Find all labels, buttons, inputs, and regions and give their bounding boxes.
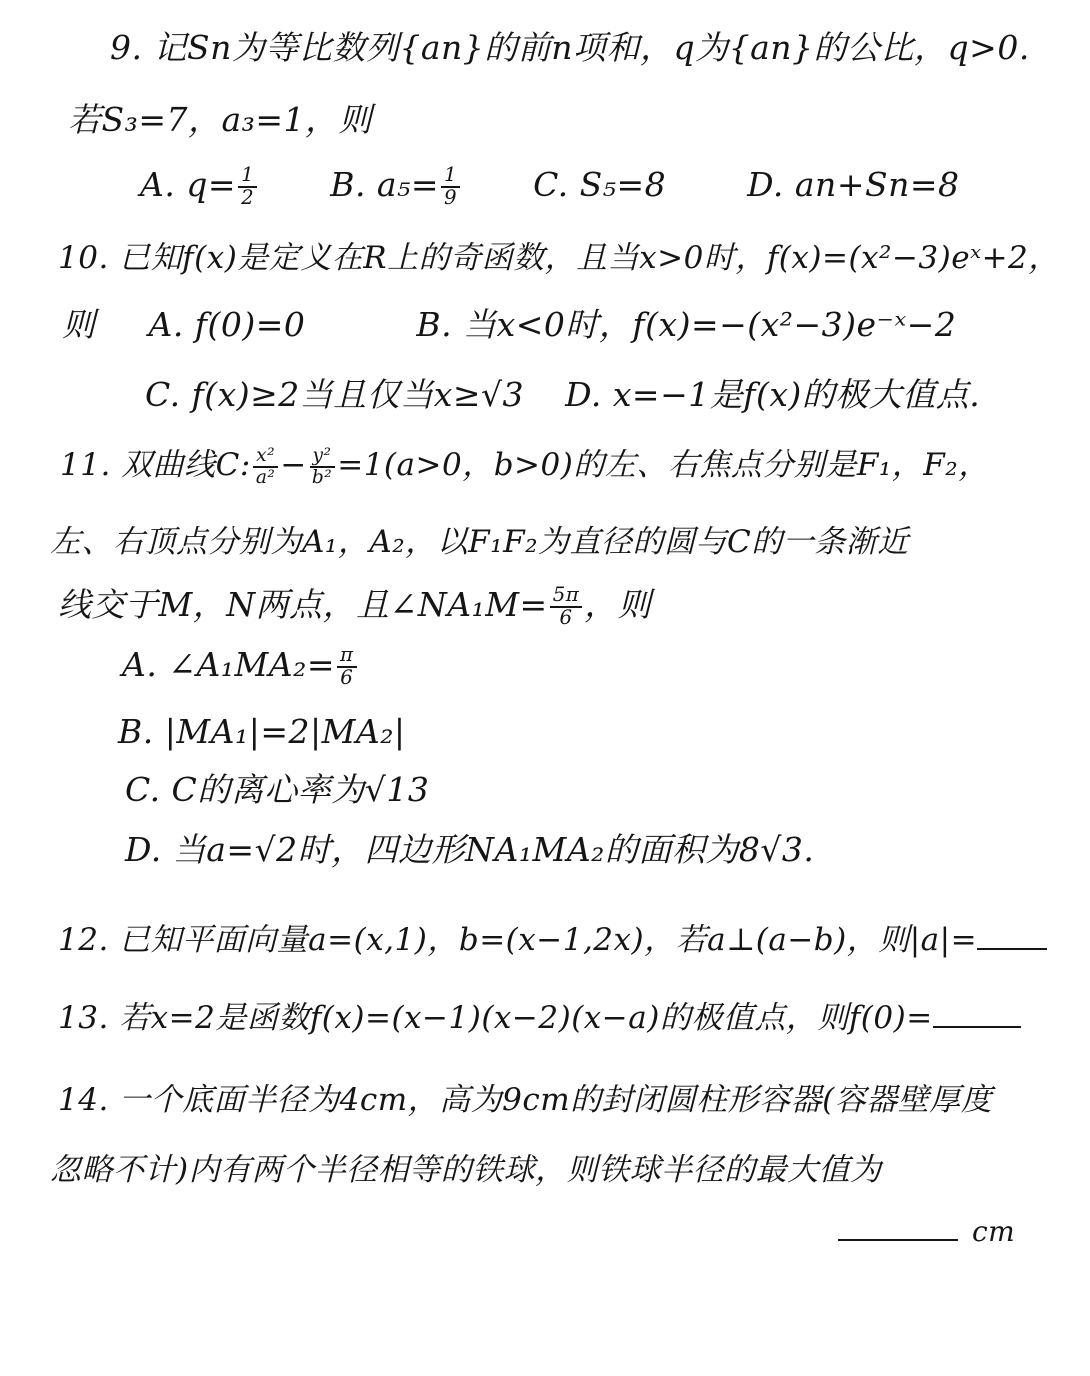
q10-option-a: A. f(0)=0: [148, 305, 306, 344]
q12-answer-blank: [977, 923, 1047, 950]
fraction-numerator: 1: [441, 165, 460, 188]
q11-option-b: B. |MA₁|=2|MA₂|: [118, 712, 406, 751]
q11-option-a: [122, 645, 359, 689]
fraction-numerator: 1: [238, 165, 257, 188]
q14-line1: 14. 一个底面半径为4cm，高为9cm的封闭圆柱形容器(容器壁厚度: [58, 1082, 993, 1118]
q9-option-a-label: A. q=: [140, 165, 237, 204]
q9-options: [140, 165, 959, 209]
q10-options-row2: [145, 375, 980, 415]
q11-angle-fraction: [550, 585, 583, 629]
q11-y-fraction: [309, 446, 335, 487]
q11-option-d: D. 当a=√2时，四边形NA₁MA₂的面积为8√3.: [125, 830, 815, 869]
q11-option-a-fraction: [337, 645, 357, 689]
q11-option-c: C. C的离心率为√13: [125, 770, 430, 809]
q11-line3-prefix: 线交于M，N两点，且∠NA₁M=: [58, 585, 548, 624]
fraction-denominator: 6: [340, 666, 354, 689]
q10-options-row1: [62, 305, 956, 345]
q14-answer: [838, 1212, 1015, 1252]
q13-text: 13. 若x=2是函数f(x)=(x−1)(x−2)(x−a)的极值点，则f(0)=: [58, 1000, 933, 1036]
q11-option-a-label: A. ∠A₁MA₂=: [122, 645, 336, 684]
q11-x-fraction: [253, 446, 279, 487]
q9-option-b-label: B. a₅=: [330, 165, 439, 204]
q12-text: 12. 已知平面向量a=(x,1)，b=(x−1,2x)，若a⊥(a−b)，则|a|=: [58, 922, 978, 958]
q9-option-b-fraction: [441, 165, 460, 209]
q11-line3: [58, 585, 651, 629]
fraction-denominator: b²: [311, 466, 333, 488]
fraction-numerator: 5π: [550, 585, 583, 608]
q11-stem: 11. 双曲线C: $\frac{\text{x²}}{\text{a²}}$ − $\frac{\text{y²}}{\text{b²}}$ =1(a>0，b>0)的左、右焦点分别是F₁，F₂，: [60, 444, 990, 488]
fraction-denominator: 9: [443, 186, 458, 209]
q14-answer-blank: [838, 1217, 958, 1241]
q9-condition: 若S₃=7，a₃=1，则: [68, 100, 373, 139]
q9-option-d: D. an+Sn=8: [747, 165, 960, 204]
fraction-denominator: 6: [559, 606, 573, 629]
q11-line3-suffix: ，则: [584, 585, 652, 624]
fraction-numerator: x²: [253, 446, 278, 468]
q9-option-a: [140, 165, 259, 209]
fraction-denominator: a²: [255, 466, 276, 488]
q11-stem-suffix: =1(a>0，b>0)的左、右焦点分别是F₁，F₂，: [337, 447, 990, 483]
q11-stem-prefix: 11. 双曲线C:: [60, 447, 251, 483]
q14-unit: cm: [972, 1215, 1016, 1248]
q10-option-b: B. 当x<0时，f(x)=−(x²−3)e⁻ˣ−2: [416, 305, 957, 344]
q10-stem: 10. 已知f(x)是定义在R上的奇函数，且当x>0时，f(x)=(x²−3)eˣ+2，: [58, 240, 1060, 276]
q10-then: 则: [62, 305, 96, 344]
q13-stem: [58, 998, 1021, 1038]
q13-answer-blank: [933, 1001, 1021, 1028]
q9-stem: 9. 记Sn为等比数列{an}的前n项和，q为{an}的公比，q>0.: [110, 28, 1030, 67]
q10-option-c: C. f(x)≥2当且仅当x≥√3: [145, 375, 525, 414]
fraction-numerator: π: [337, 645, 357, 668]
q9-option-a-fraction: [238, 165, 257, 209]
q9-option-b: [330, 165, 462, 209]
q11-line2: 左、右顶点分别为A₁，A₂，以F₁F₂为直径的圆与C的一条渐近: [50, 524, 909, 560]
q14-line2: 忽略不计)内有两个半径相等的铁球，则铁球半径的最大值为: [50, 1152, 882, 1188]
q10-option-d: D. x=−1是f(x)的极大值点.: [565, 375, 981, 414]
fraction-numerator: y²: [310, 446, 335, 468]
fraction-denominator: 2: [241, 186, 255, 209]
q9-option-c: C. S₅=8: [533, 165, 667, 204]
q12-stem: [58, 920, 1047, 960]
